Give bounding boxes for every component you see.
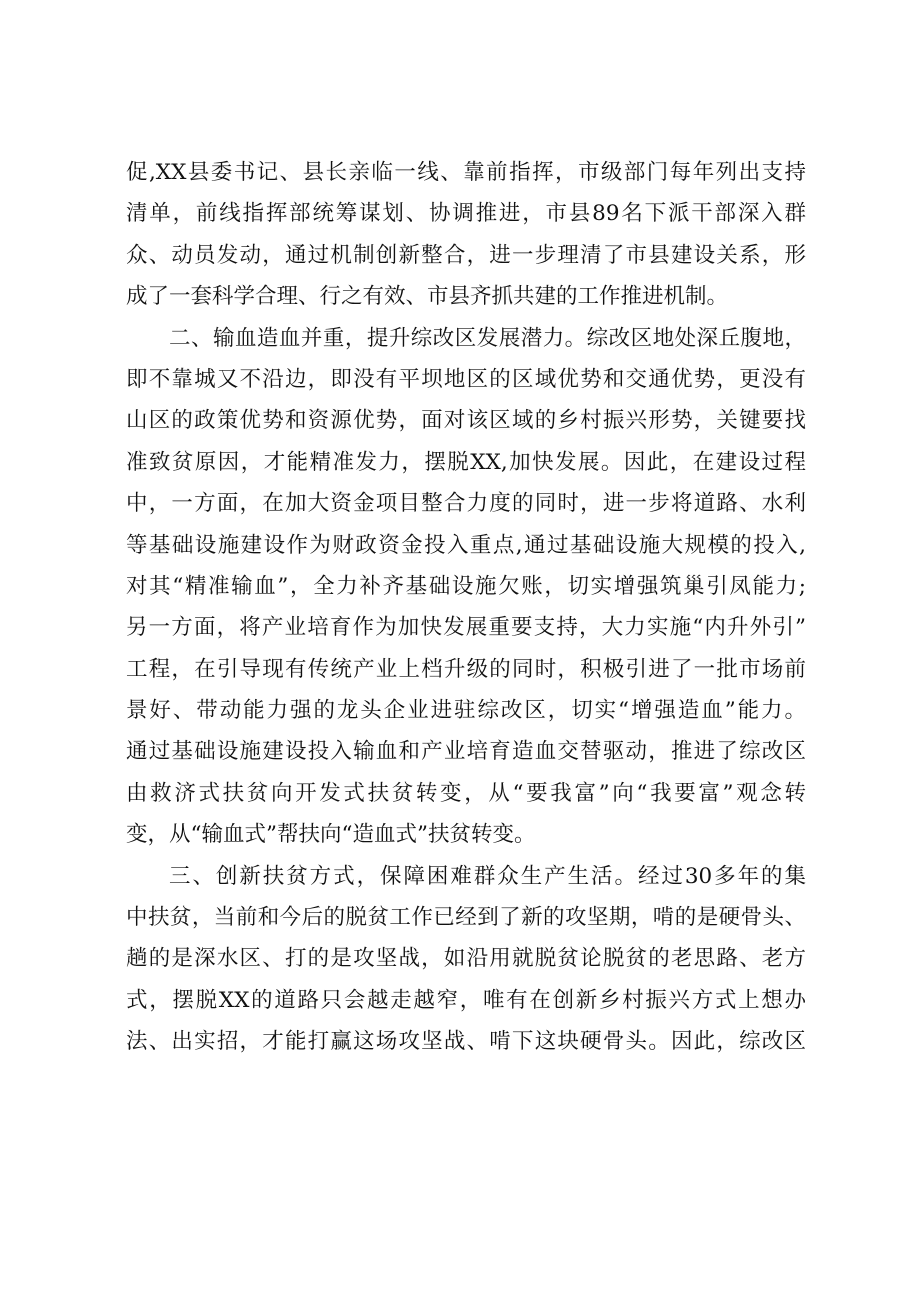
text-line: 景好、带动能力强的龙头企业进驻综改区，切实“增强造血”能力。 bbox=[126, 698, 806, 724]
text-line: 清单，前线指挥部统筹谋划、协调推进，市县89名下派干部深入群 bbox=[126, 201, 806, 227]
text-line: 变，从“输血式”帮扶向“造血式”扶贫转变。 bbox=[126, 822, 536, 848]
paragraph-heading-line: 二、输血造血并重，提升综改区发展潜力。综改区地处深丘腹地， bbox=[169, 325, 806, 351]
text-line: 趟的是深水区、打的是攻坚战，如沿用就脱贫论脱贫的老思路、老方 bbox=[126, 946, 806, 972]
text-line: 由救济式扶贫向开发式扶贫转变，从“要我富”向“我要富”观念转 bbox=[126, 780, 806, 806]
text-line: 众、动员发动，通过机制创新整合，进一步理清了市县建设关系，形 bbox=[126, 242, 806, 268]
text-line: 法、出实招，才能打赢这场攻坚战、啃下这块硬骨头。因此，综改区 bbox=[126, 1029, 806, 1055]
text-line: 即不靠城又不沿边，即没有平坝地区的区域优势和交通优势，更没有 bbox=[126, 366, 806, 392]
text-line: 准致贫原因，才能精准发力，摆脱XX,加快发展。因此，在建设过程 bbox=[126, 449, 806, 475]
text-line: 式，摆脱XX的道路只会越走越窄，唯有在创新乡村振兴方式上想办 bbox=[126, 987, 806, 1013]
text-line: 促,XX县委书记、县长亲临一线、靠前指挥，市级部门每年列出支持 bbox=[126, 160, 806, 185]
text-line: 工程，在引导现有传统产业上档升级的同时，积极引进了一批市场前 bbox=[126, 656, 806, 682]
body-text bbox=[126, 152, 806, 1063]
text-line: 另一方面，将产业培育作为加快发展重要支持，大力实施“内升外引” bbox=[126, 615, 806, 641]
text-line: 通过基础设施建设投入输血和产业培育造血交替驱动，推进了综改区 bbox=[126, 739, 806, 765]
text-line: 中扶贫，当前和今后的脱贫工作已经到了新的攻坚期，啃的是硬骨头、 bbox=[126, 905, 806, 931]
text-line: 山区的政策优势和资源优势，面对该区域的乡村振兴形势，关键要找 bbox=[126, 408, 806, 434]
text-line: 对其“精准输血”，全力补齐基础设施欠账，切实增强筑巢引凤能力; bbox=[126, 573, 806, 599]
text-line: 等基础设施建设作为财政资金投入重点,通过基础设施大规模的投入, bbox=[126, 532, 806, 558]
text-line: 成了一套科学合理、行之有效、市县齐抓共建的工作推进机制。 bbox=[126, 284, 729, 310]
text-line: 中，一方面，在加大资金项目整合力度的同时，进一步将道路、水利 bbox=[126, 491, 806, 517]
paragraph-heading-line: 三、创新扶贫方式，保障困难群众生产生活。经过30多年的集 bbox=[169, 863, 806, 889]
